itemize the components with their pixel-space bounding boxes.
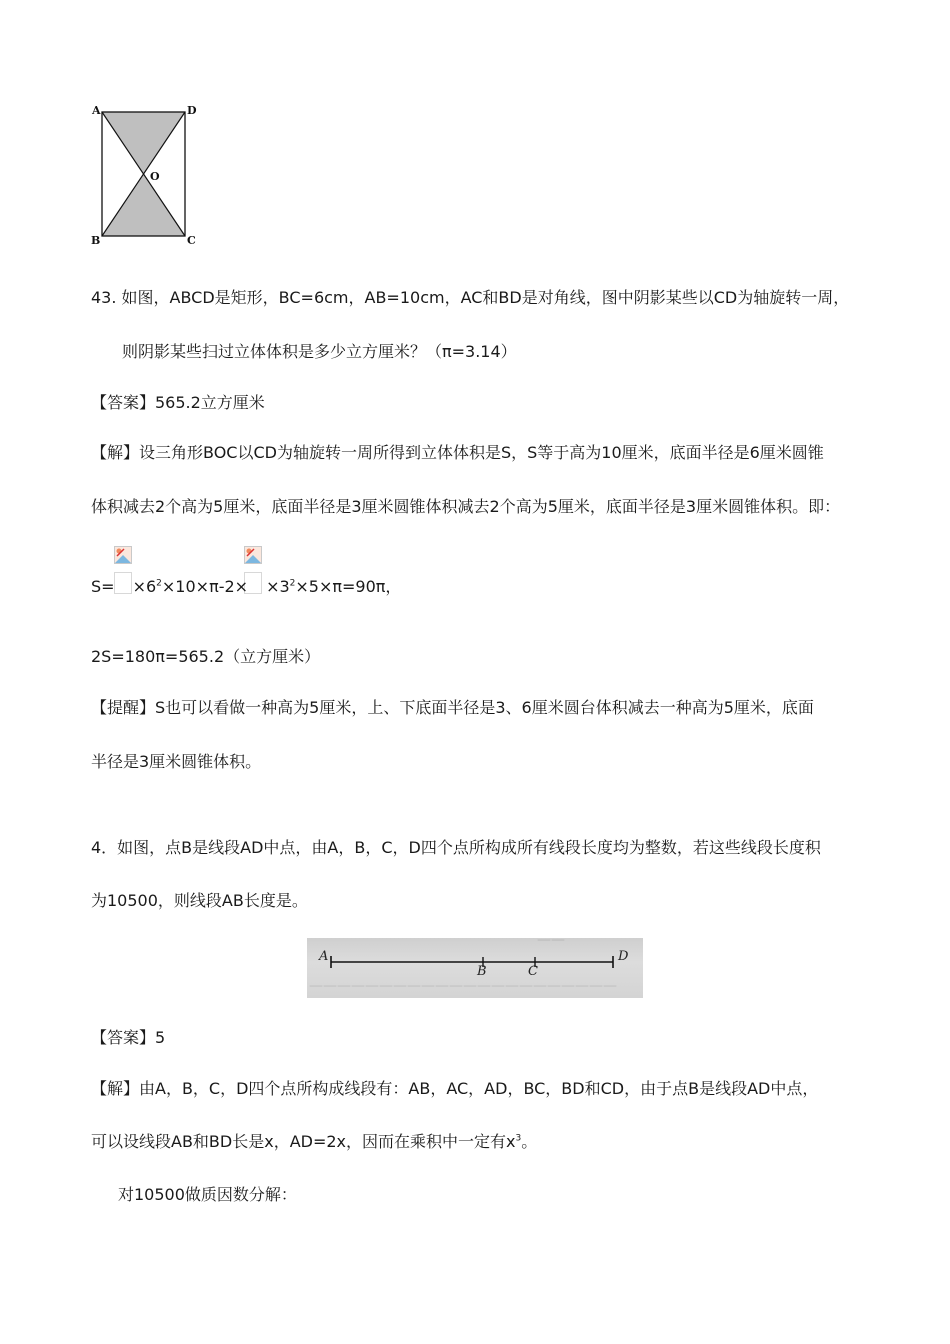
formula-part1: ×6	[132, 577, 157, 596]
q43-result: 2S=180π=565.2（立方厘米）	[91, 647, 321, 666]
formula-s-prefix: S=	[91, 577, 115, 596]
label-d: D	[187, 104, 197, 117]
q43-formula	[91, 576, 401, 598]
label-c: C	[187, 234, 196, 247]
q43-question-line1: 43. 如图，ABCD是矩形，BC=6cm，AB=10cm，AC和BD是对角线，图中阴影某些以CD为轴旋转一周，	[91, 288, 850, 307]
fraction-image-icon	[244, 546, 262, 564]
label-o: O	[150, 170, 160, 183]
q4-solution-exponent: 3	[515, 1133, 522, 1144]
segment-label-d: D	[618, 949, 629, 964]
formula-part4: ×5×π=90π，	[295, 577, 402, 596]
q4-solution-line2-end: 。	[521, 1132, 538, 1151]
q43-tip-line2: 半径是3厘米圆锥体积。	[91, 752, 262, 771]
segment-label-c: C	[528, 964, 538, 979]
formula-part3: ×3	[266, 577, 290, 596]
q43-question-line2: 则阴影某些扫过立体体积是多少立方厘米？（π=3.14）	[122, 342, 517, 361]
q4-question-line2: 为10500，则线段AB长度是。	[91, 891, 308, 910]
q43-tip-line1: 【提醒】S也可以看做一种高为5厘米，上、下底面半径是3、6厘米圆台体积减去一种高为5厘米，底面	[91, 698, 814, 717]
segment-label-a: A	[319, 949, 329, 964]
label-a: A	[92, 104, 101, 117]
q43-answer: 【答案】565.2立方厘米	[91, 393, 265, 412]
q4-solution-line1: 【解】由A，B，C，D四个点所构成线段有：AB，AC，AD，BC，BD和CD，由于点B是线段AD中点，	[91, 1079, 819, 1098]
q4-solution-line2	[91, 1131, 537, 1153]
q4-solution-line2-text: 可以设线段AB和BD长是x，AD=2x，因而在乘积中一定有x	[91, 1132, 516, 1151]
fraction-image-icon	[114, 546, 132, 564]
q43-solution-line1: 【解】设三角形BOC以CD为轴旋转一周所得到立体体积是S，S等于高为10厘米，底面半径是6厘米圆锥	[91, 443, 824, 462]
q4-answer: 【答案】5	[91, 1028, 166, 1047]
shaded-triangle-bottom	[102, 174, 185, 236]
shaded-triangle-top	[102, 112, 185, 174]
segment-label-b: B	[477, 964, 487, 979]
formula-exp2: 2	[289, 578, 296, 589]
label-b: B	[91, 234, 101, 247]
q4-question-line1: 4．如图，点B是线段AD中点，由A，B，C，D四个点所构成所有线段长度均为整数，若这些线段长度积	[91, 838, 821, 857]
q43-solution-line2: 体积减去2个高为5厘米，底面半径是3厘米圆锥体积减去2个高为5厘米，底面半径是3厘米圆锥体积。即：	[91, 497, 841, 516]
rectangle-diagram	[88, 100, 208, 250]
line-segment-figure: —— —————————————————————— A B C D	[307, 938, 643, 998]
formula-part2: ×10×π-2×	[161, 577, 249, 596]
q4-solution-line3: 对10500做质因数分解：	[118, 1185, 297, 1204]
formula-exp1: 2	[156, 578, 162, 589]
